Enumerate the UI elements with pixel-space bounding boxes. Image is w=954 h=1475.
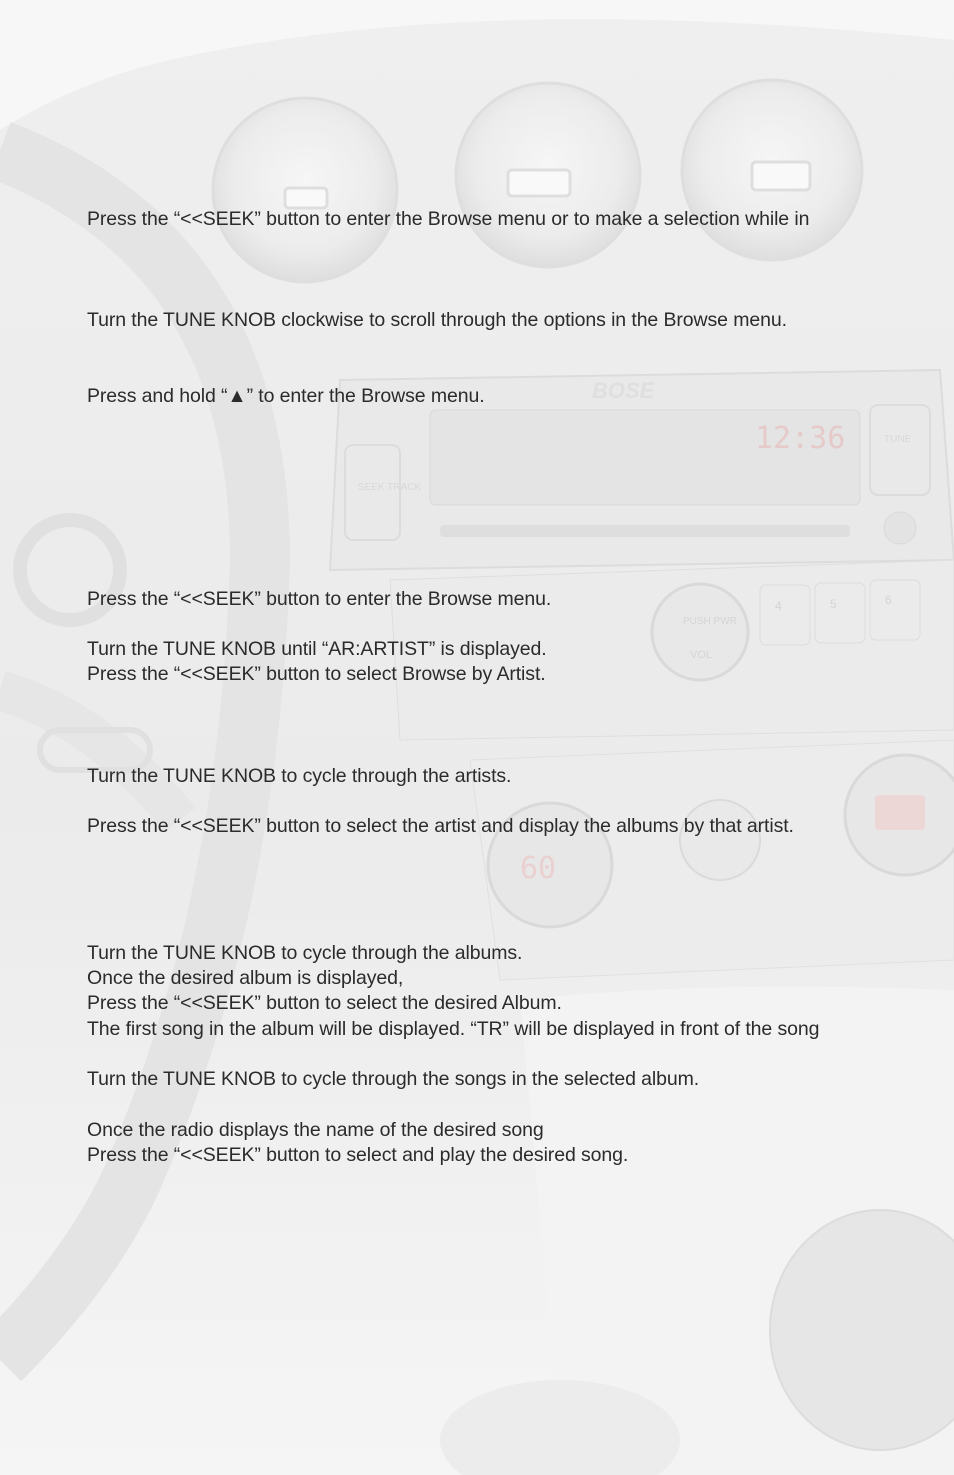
instruction-line: Press the “<<SEEK” button to select the desired Album. <box>87 992 562 1014</box>
seek-track-label: SEEK TRACK <box>358 482 422 493</box>
instruction-line: Press the “<<SEEK” button to enter the Browse menu. <box>87 588 552 610</box>
preset-button-6: 6 <box>885 593 892 607</box>
air-vents <box>213 80 862 282</box>
instruction-line: Turn the TUNE KNOB to cycle through the songs in the selected album. <box>87 1068 700 1090</box>
instruction-line: Turn the TUNE KNOB until “AR:ARTIST” is displayed. <box>87 638 547 660</box>
climate-controls <box>470 740 954 980</box>
preset-button-4: 4 <box>775 599 782 613</box>
instruction-line: The first song in the album will be displayed. “TR” will be displayed in front of the song <box>87 1018 820 1040</box>
instruction-line: Press the “<<SEEK” button to select Browse by Artist. <box>87 663 546 685</box>
instruction-line: Press and hold “▲” to enter the Browse menu. <box>87 385 485 407</box>
instruction-line: Turn the TUNE KNOB clockwise to scroll through the options in the Browse menu. <box>87 309 787 331</box>
preset-button-5: 5 <box>830 597 837 611</box>
instruction-line: Once the radio displays the name of the desired song <box>87 1119 544 1141</box>
instruction-line: Press the “<<SEEK” button to select the artist and display the albums by that artist. <box>87 815 794 837</box>
radio-clock: 12:36 <box>755 421 846 456</box>
instruction-line: Press the “<<SEEK” button to select and play the desired song. <box>87 1144 629 1166</box>
temperature-display: 60 <box>520 851 557 886</box>
instruction-line: Turn the TUNE KNOB to cycle through the albums. <box>87 942 523 964</box>
instruction-line: Once the desired album is displayed, <box>87 967 404 989</box>
tune-label: TUNE <box>884 434 912 445</box>
volume-label: VOL <box>690 649 713 661</box>
power-knob-label: PUSH PWR <box>683 616 737 627</box>
bose-logo: BOSE <box>592 378 655 403</box>
instruction-line: Turn the TUNE KNOB to cycle through the artists. <box>87 765 512 787</box>
instruction-line: Press the “<<SEEK” button to enter the Browse menu or to make a selection while in <box>87 208 810 230</box>
